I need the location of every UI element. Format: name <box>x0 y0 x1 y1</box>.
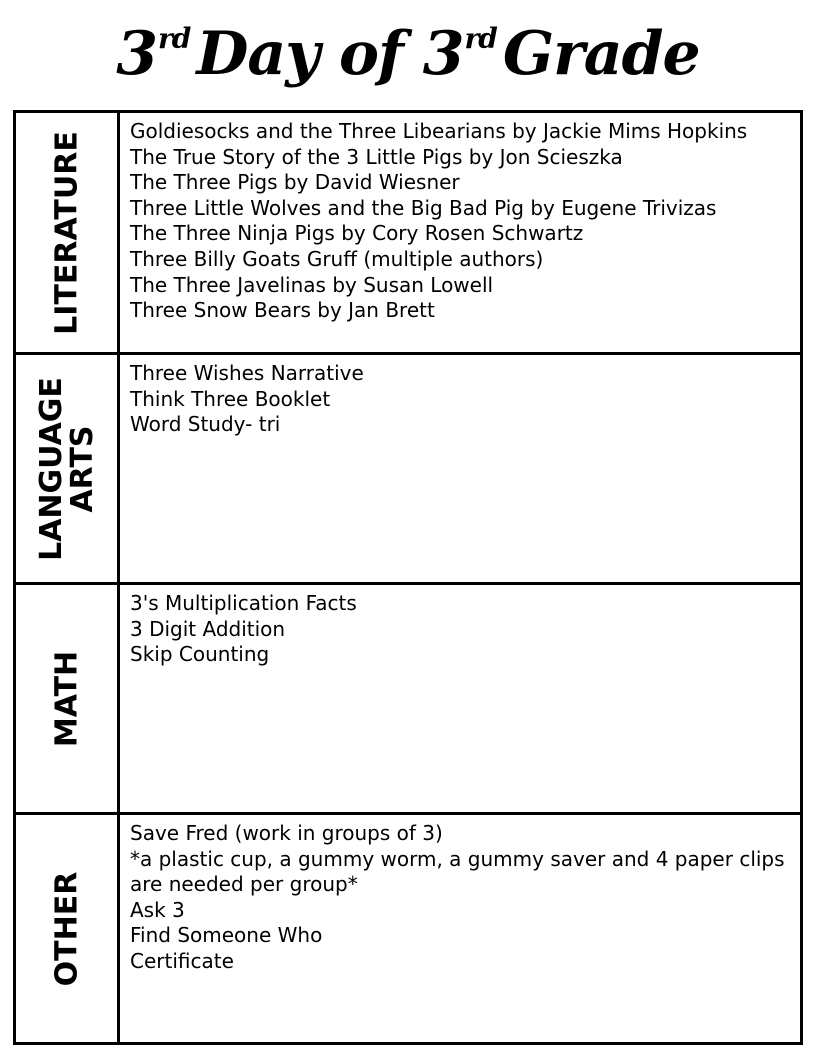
title-part-2: Day of 3 <box>196 19 464 89</box>
item-list <box>130 821 792 975</box>
list-item: Certificate <box>130 948 234 973</box>
list-item: Word Study- tri <box>130 412 281 437</box>
list-item: Three Wishes Narrative <box>130 361 364 385</box>
list-item: Three Little Wolves and the Big Bad Pig by Eugene Trivizas <box>130 195 717 220</box>
section-label-line-1: LANGUAGE <box>33 376 69 561</box>
list-item: Three Snow Bears by Jan Brett <box>130 298 435 323</box>
list-item: The Three Pigs by David Wiesner <box>130 170 460 195</box>
list-item: Three Billy Goats Gruff (multiple authors) <box>130 246 544 271</box>
list-item: The Three Ninja Pigs by Cory Rosen Schwartz <box>130 221 584 246</box>
list-item-note: *a plastic cup, a gummy worm, a gummy saver and 4 paper clips are needed per group* <box>130 846 785 897</box>
section-label: LITERATURE <box>49 130 84 335</box>
list-item: Ask 3 <box>130 897 185 922</box>
section-label-cell <box>16 815 120 1042</box>
item-list <box>130 361 792 438</box>
section-label-cell <box>16 113 120 352</box>
list-item: Find Someone Who <box>130 923 323 948</box>
list-item: Goldiesocks and the Three Libearians by Jackie Mims Hopkins <box>130 119 748 143</box>
section-math <box>16 582 800 812</box>
list-item: 3 Digit Addition <box>130 616 286 641</box>
page-title <box>0 8 816 100</box>
list-item: The True Story of the 3 Little Pigs by Jon Scieszka <box>130 144 623 169</box>
lesson-plan-table <box>13 110 803 1045</box>
list-item: Skip Counting <box>130 642 270 667</box>
list-item: 3's Multiplication Facts <box>130 591 357 615</box>
title-part-3: Grade <box>502 19 700 89</box>
section-label-cell <box>16 585 120 812</box>
section-label: OTHER <box>49 871 84 986</box>
section-label: MATH <box>49 650 84 747</box>
section-language-arts <box>16 352 800 582</box>
list-item: Save Fred (work in groups of 3) <box>130 821 443 845</box>
title-ordinal-suffix-2: rd <box>464 22 497 55</box>
section-label-cell <box>16 355 120 582</box>
section-label <box>33 376 100 561</box>
list-item: The Three Javelinas by Susan Lowell <box>130 272 494 297</box>
item-list <box>130 591 792 668</box>
item-list <box>130 119 792 324</box>
title-part-1: 3 <box>116 19 158 89</box>
title-ordinal-suffix-1: rd <box>158 22 191 55</box>
section-label-line-2: ARTS <box>64 424 100 513</box>
section-other <box>16 812 800 1042</box>
list-item: Think Three Booklet <box>130 386 331 411</box>
section-literature <box>16 113 800 352</box>
